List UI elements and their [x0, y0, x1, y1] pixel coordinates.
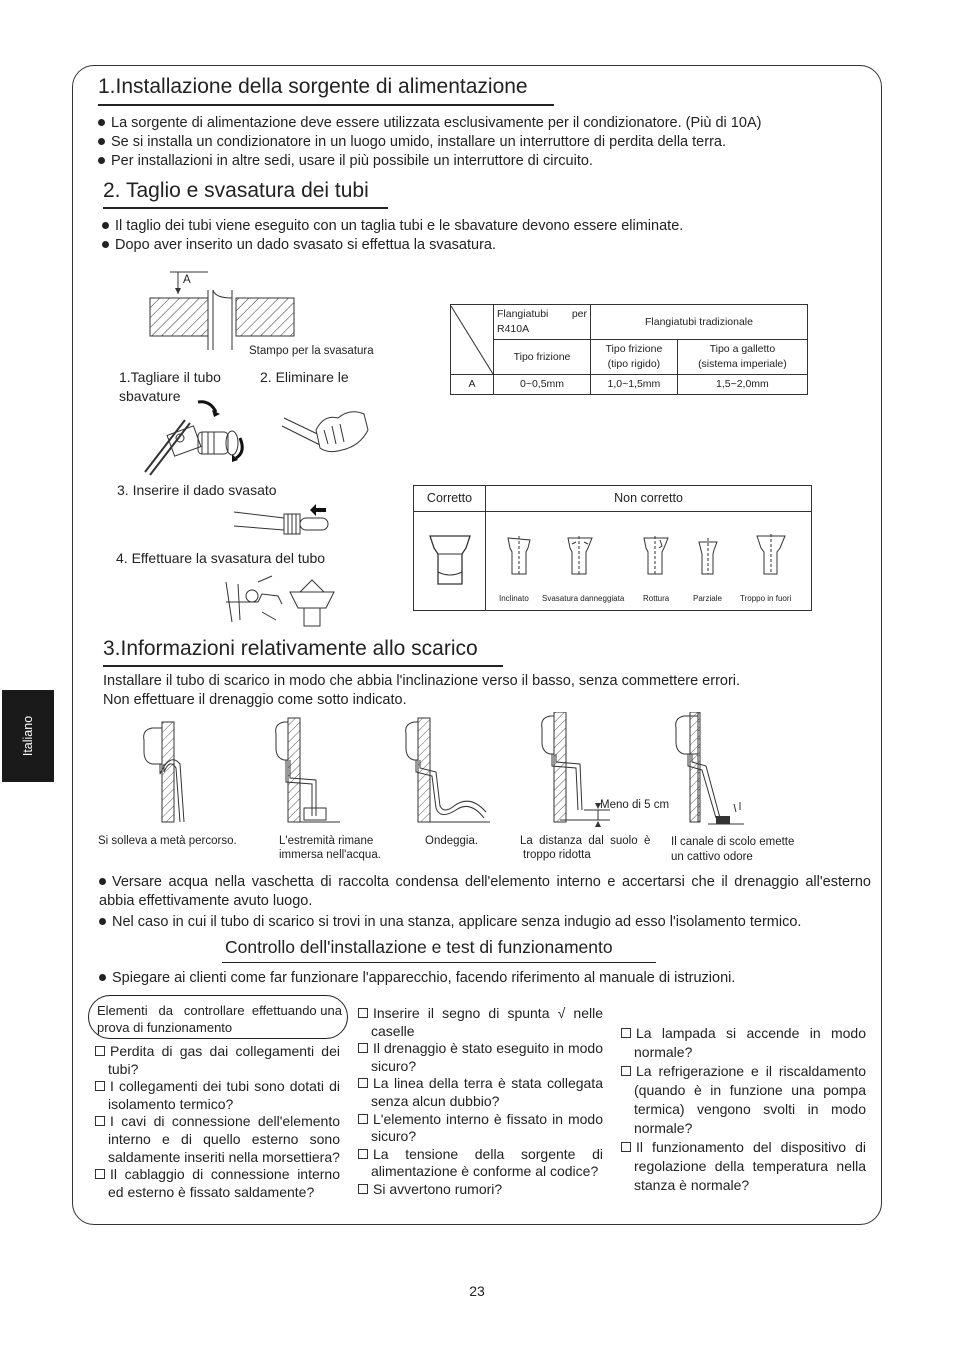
section1-bullet: La sorgente di alimentazione deve essere utilizzata esclusivamente per il condizionatore. (Più di 10A): [98, 114, 761, 133]
checklist-col3: [621, 1024, 866, 1195]
insert-flare-nut-icon: [232, 500, 342, 540]
checklist-item[interactable]: Il cablaggio di connessione interno ed esterno è fissato saldamente?: [95, 1166, 340, 1201]
step3-label: 3. Inserire il dado svasato: [117, 482, 277, 498]
table-diagonal-cell: [451, 305, 494, 375]
checklist-item[interactable]: La refrigerazione e il riscaldamento (quando è in funzione una pompa termica) vengono svolti in modo normale?: [621, 1062, 866, 1138]
die-caption: Stampo per la svasatura: [249, 345, 374, 357]
checklist-item[interactable]: Perdita di gas dai collegamenti dei tubi?: [95, 1043, 340, 1078]
section2-bullet: Il taglio dei tubi viene eseguito con un taglia tubi e le sbavature devono essere eliminate.: [102, 217, 683, 236]
die-label-a: A: [183, 274, 191, 286]
table-sub-wing: Tipo a galletto (sistema imperiale): [677, 340, 807, 375]
drain-caption: La distanza dal suolo è: [520, 835, 651, 847]
flare-case-label: Troppo in fuori: [740, 594, 792, 603]
drain-caption: Il canale di scolo emette: [671, 836, 795, 848]
drain-distance-label: Meno di 5 cm: [600, 799, 670, 811]
section1-title: 1.Installazione della sorgente di alimentazione: [98, 75, 528, 98]
section4-underline: [222, 962, 656, 963]
deburring-hand-icon: [280, 400, 370, 460]
step2-label: 2. Eliminare le: [260, 369, 349, 385]
language-tab-label: Italiano: [21, 715, 35, 757]
checklist-col1: [95, 1043, 340, 1201]
drain-rises-icon: [144, 722, 184, 822]
flare-inclined-icon: [506, 534, 534, 578]
drain-caption: Si solleva a metà percorso.: [98, 835, 237, 847]
checkbox-icon: [621, 1028, 631, 1038]
checkbox-icon: [358, 1149, 368, 1159]
flare-die-illustration: [140, 268, 300, 350]
section1-bullet: Per installazioni in altre sedi, usare il più possibile un interruttore di circuito.: [98, 152, 593, 171]
checklist-item[interactable]: La linea della terra è stata collegata senza alcun dubbio?: [358, 1075, 603, 1110]
drain-caption: L'estremità rimane: [279, 835, 374, 847]
drain-odor-detail-icon: [672, 712, 746, 832]
checklist-item[interactable]: La tensione della sorgente di alimentazione è conforme al codice?: [358, 1146, 603, 1181]
checkbox-icon: [358, 1043, 368, 1053]
drain-caption: un cattivo odore: [671, 851, 753, 863]
flare-partial-icon: [696, 536, 720, 578]
step1-label: 1.Tagliare il tubo: [119, 369, 221, 385]
table-cell: 1,0~1,5mm: [591, 375, 678, 395]
flare-damaged-icon: [566, 534, 594, 578]
checkbox-icon: [95, 1046, 105, 1056]
drain-wavy-icon: [406, 718, 490, 822]
checkbox-icon: [95, 1116, 105, 1126]
drain-caption: immersa nell'acqua.: [279, 849, 381, 861]
flare-case-label: Parziale: [693, 594, 722, 603]
section1-bullet: Se si installa un condizionatore in un luogo umido, installare un interruttore di perdita della terra.: [98, 133, 726, 152]
checklist-item[interactable]: Il drenaggio è stato eseguito in modo sicuro?: [358, 1040, 603, 1075]
checklist-col2: [358, 1005, 603, 1199]
drain-caption: Ondeggia.: [425, 835, 479, 847]
step4-label: 4. Effettuare la svasatura del tubo: [116, 550, 326, 566]
table-row-label: A: [451, 375, 494, 395]
section3-intro: Installare il tubo di scarico in modo che abbia l'inclinazione verso il basso, senza commettere errori.: [103, 673, 741, 689]
page-number: 23: [469, 1283, 485, 1299]
checklist-item[interactable]: Si avvertono rumori?: [358, 1181, 603, 1199]
flare-case-label: Svasatura danneggiata: [542, 594, 625, 603]
flare-case-label: Rottura: [643, 594, 670, 603]
table-sub-clutch: Tipo frizione: [494, 340, 591, 375]
table-cell: 1,5~2,0mm: [677, 375, 807, 395]
checkbox-icon: [358, 1008, 368, 1018]
flare-cracked-icon: [642, 534, 670, 578]
section2-bullet: Dopo aver inserito un dado svasato si effettua la svasatura.: [102, 236, 496, 255]
step1b-label: sbavature: [119, 388, 181, 404]
checkbox-icon: [621, 1066, 631, 1076]
table-cell: 0~0,5mm: [494, 375, 591, 395]
checkbox-icon: [95, 1169, 105, 1179]
table-header-traditional: Flangiatubi tradizionale: [591, 305, 808, 340]
section4-title: Controllo dell'installazione e test di funzionamento: [225, 937, 613, 957]
flare-correct-header: Corretto: [426, 491, 473, 505]
section4-bullet: Spiegare ai clienti come far funzionare l'apparecchio, facendo riferimento al manuale di istruzioni.: [99, 969, 735, 988]
section2-title: 2. Taglio e svasatura dei tubi: [103, 179, 369, 202]
checkbox-icon: [358, 1184, 368, 1194]
table-header-r410a: Flangiatubi per R410A: [494, 305, 591, 340]
checkbox-icon: [358, 1114, 368, 1124]
section3-bullet: Nel caso in cui il tubo di scarico si trovi in una stanza, applicare senza indugio ad esso l'isolamento termico.: [99, 913, 801, 932]
checklist-label: Elementi da controllare effettuando una prova di funzionamento: [97, 1003, 346, 1035]
section2-underline: [103, 207, 388, 209]
section3-underline: [103, 665, 503, 667]
checklist-item[interactable]: L'elemento interno è fissato in modo sicuro?: [358, 1111, 603, 1146]
flare-correct-icon: [428, 532, 472, 588]
checkbox-icon: [621, 1142, 631, 1152]
language-tab: [2, 690, 54, 782]
section1-underline: [98, 104, 554, 106]
checklist-item[interactable]: I cavi di connessione dell'elemento interno e di quello esterno sono saldamente inseriti nella morsettiera?: [95, 1113, 340, 1166]
drain-immersed-icon: [276, 718, 340, 822]
checklist-item[interactable]: I collegamenti dei tubi sono dotati di isolamento termico?: [95, 1078, 340, 1113]
checkbox-icon: [358, 1078, 368, 1088]
section3-title: 3.Informazioni relativamente allo scarico: [103, 637, 478, 660]
flare-case-label: Inclinato: [499, 594, 529, 603]
checklist-item[interactable]: La lampada si accende in modo normale?: [621, 1024, 866, 1062]
flare-tool-table: [450, 304, 808, 395]
checklist-item[interactable]: Inserire il segno di spunta √ nelle caselle: [358, 1005, 603, 1040]
table-sub-clutch-rigid: Tipo frizione (tipo rigido): [591, 340, 678, 375]
section3-intro: Non effettuare il drenaggio come sotto indicato.: [103, 692, 407, 708]
flare-check-box: [413, 485, 812, 611]
flare-incorrect-header: Non corretto: [614, 491, 683, 505]
drainage-illustrations: [140, 712, 700, 840]
flare-too-long-icon: [756, 534, 786, 578]
pipe-cutter-icon: [140, 390, 260, 480]
checkbox-icon: [95, 1081, 105, 1091]
drain-caption: troppo ridotta: [523, 849, 591, 861]
flaring-tool-icon: [218, 572, 348, 630]
checklist-item[interactable]: Il funzionamento del dispositivo di regolazione della temperatura nella stanza è normale?: [621, 1138, 866, 1195]
section3-bullet: Versare acqua nella vaschetta di raccolta condensa dell'elemento interno e accertarsi che il drenaggio all'esterno abbia effettivamente avuto luogo.: [99, 874, 871, 909]
